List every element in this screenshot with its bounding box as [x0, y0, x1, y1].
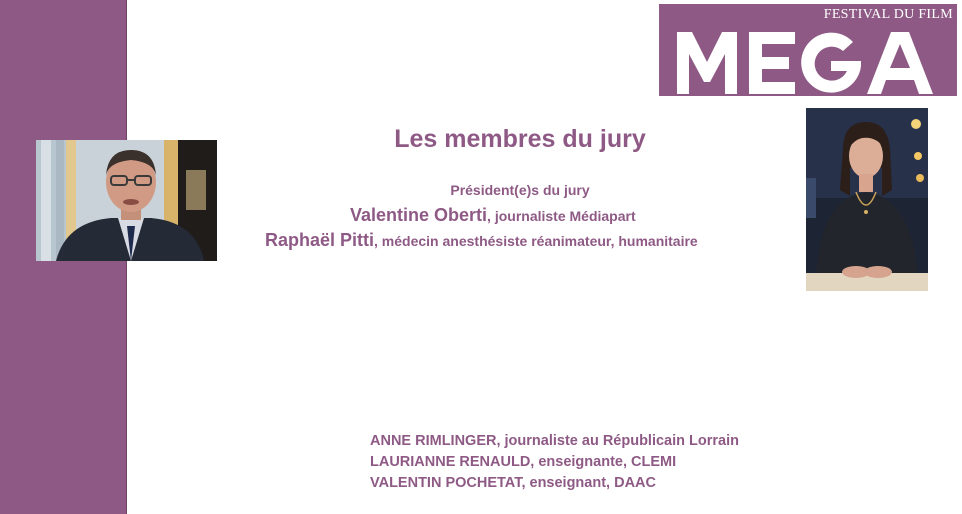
president-role: , médecin anesthésiste réanimateur, humanitaire [374, 233, 698, 249]
logo-mega-letters [659, 4, 957, 96]
president-line-pitti [265, 230, 698, 251]
logo-court-text: COURT [726, 46, 737, 88]
president-line-oberti [350, 205, 636, 226]
presidents-label: Président(e)s du jury [450, 182, 590, 198]
president-name: Raphaël Pitti [265, 230, 375, 250]
photo-woman-seated [806, 108, 928, 291]
president-name: Valentine Oberti [350, 205, 488, 225]
jury-members-list [370, 431, 739, 494]
logo-subtitle: FESTIVAL DU FILM [823, 7, 953, 22]
page-title: Les membres du jury [394, 125, 646, 153]
jury-member-rimlinger: ANNE RIMLINGER, journaliste au Républicain Lorrain [370, 433, 739, 449]
jury-member-renauld: LAURIANNE RENAULD, enseignante, CLEMI [370, 454, 677, 470]
president-role: , journaliste Médiapart [487, 208, 636, 224]
jury-member-pochetat: VALENTIN POCHETAT, enseignant, DAAC [370, 475, 656, 491]
photo-man-speaking [36, 140, 217, 261]
festival-logo [659, 4, 957, 96]
